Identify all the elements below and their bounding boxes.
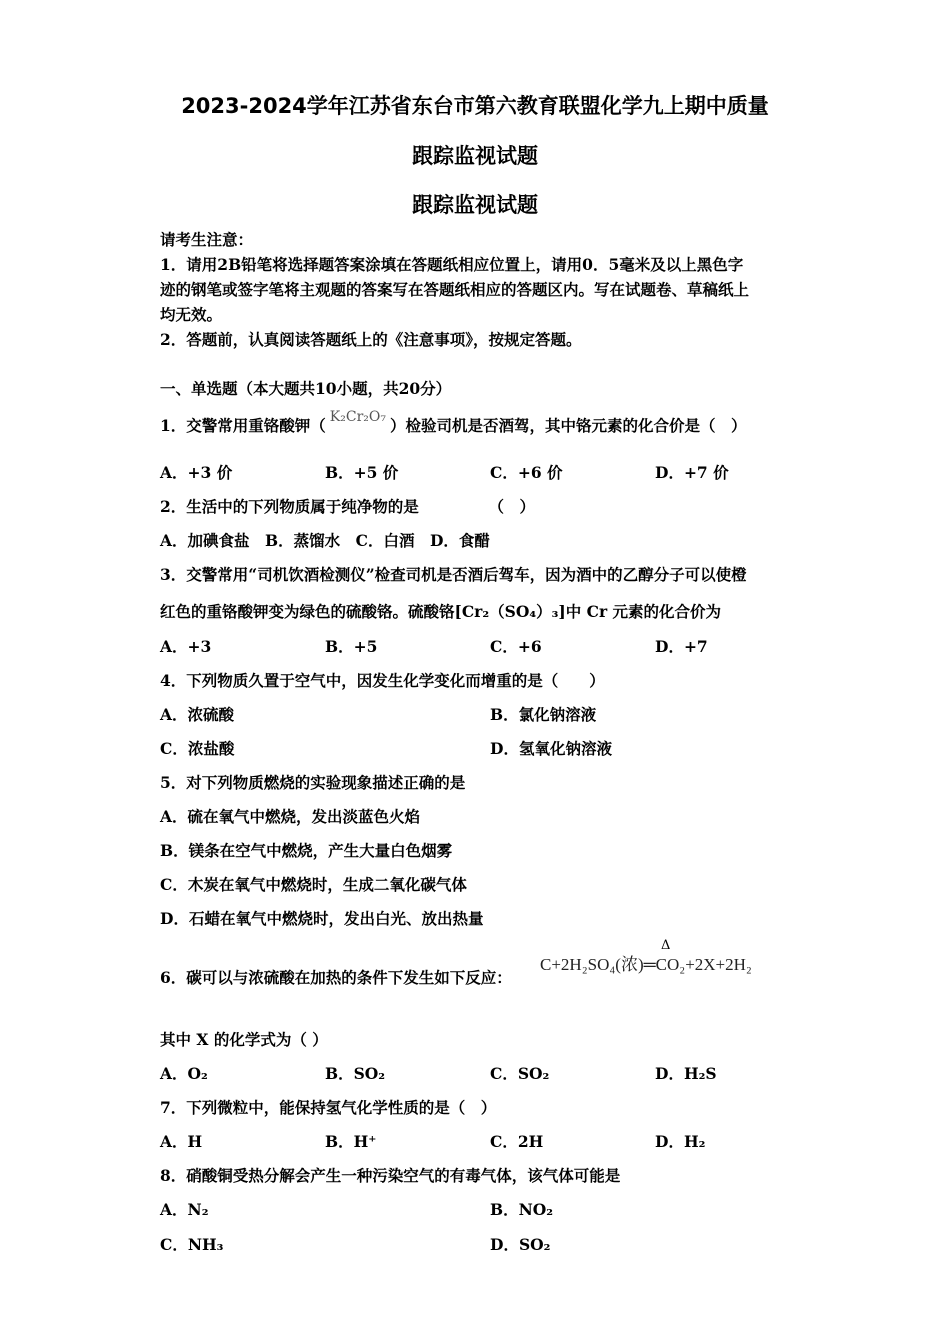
question-7-option-d: D．H₂ (655, 1132, 706, 1151)
exam-title-line2: 跟踪监视试题 (412, 144, 538, 168)
question-6-stem: 6．碳可以与浓硫酸在加热的条件下发生如下反应： (160, 968, 512, 987)
question-6-option-a: A．O₂ (160, 1064, 208, 1083)
question-5-option-a: A．硫在氧气中燃烧，发出淡蓝色火焰 (160, 807, 421, 826)
question-1-stem-start: 1．交警常用重铬酸钾（ (160, 416, 326, 435)
question-7-option-b: B．H⁺ (325, 1132, 377, 1151)
question-1-option-c: C．+6 价 (490, 463, 563, 482)
question-8-option-b: B．NO₂ (490, 1200, 554, 1219)
question-3-option-a: A．+3 (160, 637, 212, 656)
question-2-options: A．加碘食盐 B．蒸馏水 C．白酒 D．食醋 (160, 531, 490, 550)
question-3-option-d: D．+7 (655, 637, 708, 656)
question-1-stem-end: ）检验司机是否酒驾，其中铬元素的化合价是（ ） (389, 416, 747, 435)
question-1-option-d: D．+7 价 (655, 463, 729, 482)
question-5-stem: 5．对下列物质燃烧的实验现象描述正确的是 (160, 773, 466, 792)
question-8-stem: 8．硝酸铜受热分解会产生一种污染空气的有毒气体，该气体可能是 (160, 1166, 621, 1185)
exam-title: 2023-2024学年江苏省东台市第六教育联盟化学九上期中质量 (181, 94, 769, 118)
notice-item-1: 1．请用2B铅笔将选择题答案涂填在答题纸相应位置上，请用0．5毫米及以上黑色字 (160, 255, 744, 274)
question-8-option-c: C．NH₃ (160, 1235, 224, 1254)
question-6-option-c: C．SO₂ (490, 1064, 550, 1083)
question-6-option-b: B．SO₂ (325, 1064, 386, 1083)
notice-item-1-cont: 迹的钢笔或签字笔将主观题的答案写在答题纸相应的答题区内。写在试题卷、草稿纸上 (160, 280, 750, 299)
question-1-option-b: B．+5 价 (325, 463, 399, 482)
question-4-option-d: D．氢氧化钠溶液 (490, 739, 612, 758)
question-4-option-b: B．氯化钠溶液 (490, 705, 597, 724)
question-8-option-a: A．N₂ (160, 1200, 209, 1219)
question-5-option-b: B．镁条在空气中燃烧，产生大量白色烟雾 (160, 841, 453, 860)
question-7-stem: 7．下列微粒中，能保持氢气化学性质的是（ ） (160, 1098, 497, 1117)
question-7-option-c: C．2H (490, 1132, 544, 1151)
notice-heading: 请考生注意： (160, 230, 254, 249)
question-5-option-c: C．木炭在氧气中燃烧时，生成二氧化碳气体 (160, 875, 467, 894)
exam-subtitle: 跟踪监视试题 (412, 193, 538, 217)
question-5-option-d: D．石蜡在氧气中燃烧时，发出白光、放出热量 (160, 909, 484, 928)
potassium-dichromate-formula: K₂Cr₂O₇ (329, 409, 386, 425)
reaction-equation: C+2H₂SO₄(浓)═CO₂+2X+2H₂ (540, 955, 752, 974)
question-3-stem-cont: 红色的重铬酸钾变为绿色的硫酸铬。硫酸铬[Cr₂（SO₄）₃]中 Cr 元素的化合价为 (160, 602, 722, 621)
notice-item-1-end: 均无效。 (160, 305, 223, 324)
question-1-option-a: A．+3 价 (160, 463, 233, 482)
question-1-stem (160, 409, 747, 436)
question-4-option-a: A．浓硫酸 (160, 705, 235, 724)
question-6-option-d: D．H₂S (655, 1064, 717, 1083)
question-4-stem: 4．下列物质久置于空气中，因发生化学变化而增重的是（ ） (160, 671, 605, 690)
question-7-option-a: A．H (160, 1132, 203, 1151)
question-4-option-c: C．浓盐酸 (160, 739, 235, 758)
heating-symbol: Δ (661, 938, 671, 953)
question-3-stem: 3．交警常用“司机饮酒检测仪”检查司机是否酒后驾车，因为酒中的乙醇分子可以使橙 (160, 565, 747, 584)
section-heading: 一、单选题（本大题共10小题，共20分） (160, 379, 452, 398)
notice-item-2: 2．答题前，认真阅读答题纸上的《注意事项》，按规定答题。 (160, 330, 582, 349)
question-8-option-d: D．SO₂ (490, 1235, 551, 1254)
question-3-option-c: C．+6 (490, 637, 542, 656)
question-3-option-b: B．+5 (325, 637, 378, 656)
question-2-stem: 2．生活中的下列物质属于纯净物的是 （ ） (160, 497, 536, 516)
question-6-stem-cont: 其中 X 的化学式为（ ） (160, 1030, 328, 1049)
